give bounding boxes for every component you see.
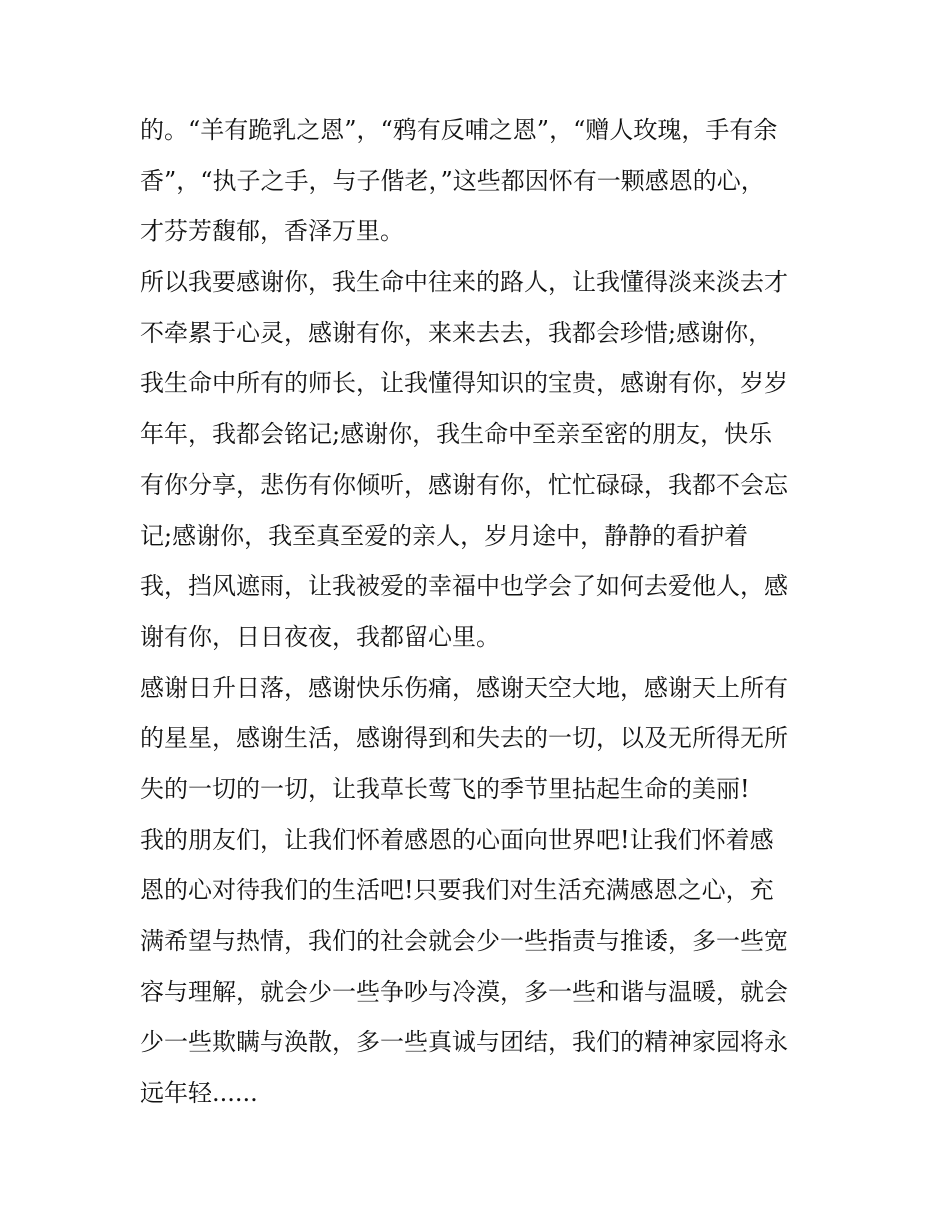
text-line: 不牵累于心灵，感谢有你，来来去去，我都会珍惜;感谢你， <box>140 318 773 347</box>
text-line: 香”，“执子之手，与子偕老，”这些都因怀有一颗感恩的心， <box>140 166 765 195</box>
text-line: 谢有你，日日夜夜，我都留心里。 <box>140 622 500 651</box>
text-line: 容与理解，就会少一些争吵与冷漠，多一些和谐与温暖，就会 <box>140 977 788 1006</box>
text-line: 我，挡风遮雨，让我被爱的幸福中也学会了如何去爱他人，感 <box>140 572 788 601</box>
text-line: 的。“羊有跪乳之恩”，“鸦有反哺之恩”，“赠人玫瑰，手有余 <box>140 116 778 144</box>
text-line: 才芬芳馥郁，香泽万里。 <box>140 217 404 246</box>
body-text <box>140 105 820 1119</box>
text-line: 所以我要感谢你，我生命中往来的路人，让我懂得淡来淡去才 <box>140 268 788 297</box>
text-line: 年年，我都会铭记;感谢你，我生命中至亲至密的朋友，快乐 <box>140 420 773 449</box>
text-line: 感谢日升日落，感谢快乐伤痛，感谢天空大地，感谢天上所有 <box>140 673 788 702</box>
text-line: 的星星，感谢生活，感谢得到和失去的一切，以及无所得无所 <box>140 724 788 753</box>
text-line: 远年轻...... <box>140 1079 258 1108</box>
text-line: 我的朋友们，让我们怀着感恩的心面向世界吧!让我们怀着感 <box>140 825 774 854</box>
text-line: 失的一切的一切，让我草长莺飞的季节里拈起生命的美丽! <box>140 774 750 803</box>
text-line: 有你分享，悲伤有你倾听，感谢有你，忙忙碌碌，我都不会忘 <box>140 470 788 499</box>
text-line: 记;感谢你，我至真至爱的亲人，岁月途中，静静的看护着 <box>140 521 749 550</box>
text-line: 少一些欺瞒与涣散，多一些真诚与团结，我们的精神家园将永 <box>140 1028 788 1057</box>
text-line: 我生命中所有的师长，让我懂得知识的宝贵，感谢有你，岁岁 <box>140 369 788 398</box>
text-line: 恩的心对待我们的生活吧!只要我们对生活充满感恩之心，充 <box>140 876 774 905</box>
text-line: 满希望与热情，我们的社会就会少一些指责与推诿，多一些宽 <box>140 927 788 955</box>
